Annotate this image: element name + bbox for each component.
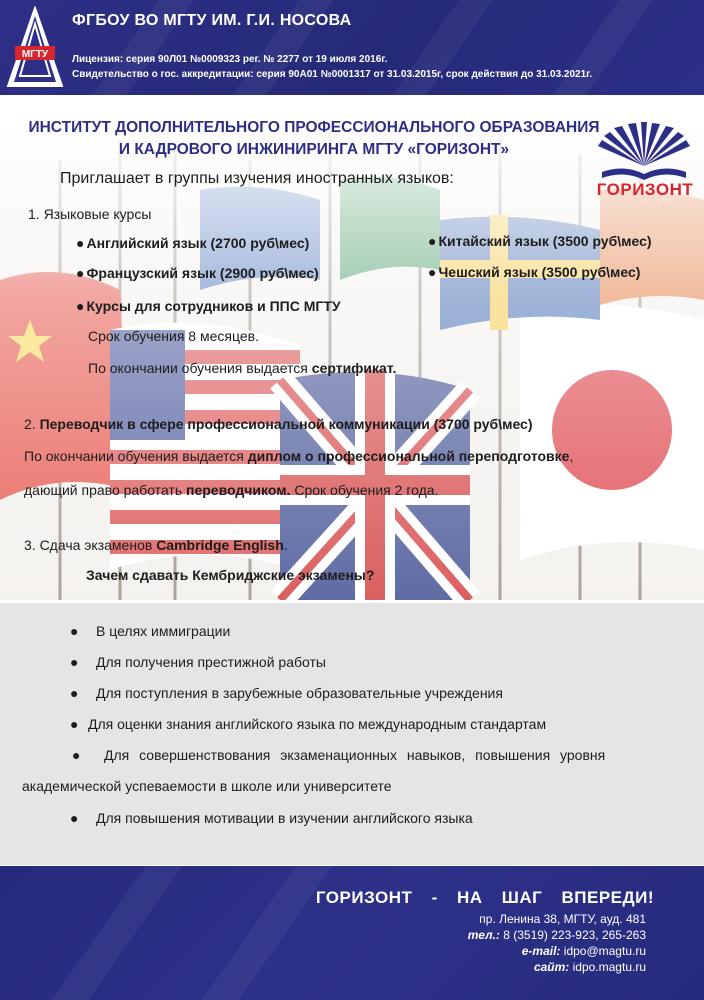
section2-diploma: По окончании обучения выдается диплом о профессиональной переподготовке, <box>24 448 574 464</box>
course-item-french: ● Французский язык (2900 руб\мес) <box>76 265 319 281</box>
course-item-czech: ● Чешский язык (3500 руб\мес) <box>428 264 641 280</box>
section2-title: 2. Переводчик в сфере профессиональной коммуникации (3700 руб\мес) <box>24 416 533 432</box>
course-item-chinese: ● Китайский язык (3500 руб\мес) <box>428 233 652 249</box>
reason-item: ● Для получения престижной работы <box>70 654 326 670</box>
institute-title-line1: ИНСТИТУТ ДОПОЛНИТЕЛЬНОГО ПРОФЕССИОНАЛЬНОГО ОБРАЗОВАНИЯ <box>28 119 600 136</box>
reason-item: ● Для оценки знания английского языка по международным стандартам <box>70 716 547 732</box>
reason-item: ● Для совершенствования экзаменационных навыков, повышения уровня <box>72 747 606 763</box>
institute-title-line2: И КАДРОВОГО ИНЖИНИРИНГА МГТУ «ГОРИЗОНТ» <box>118 141 510 158</box>
footer-slogan: ГОРИЗОНТ - НА ШАГ ВПЕРЕДИ! <box>315 888 654 907</box>
license-text: Лицензия: серия 90Л01 №0009323 рег. № 2277 от 19 июля 2016г. <box>72 54 388 65</box>
course-item-staff: ● Курсы для сотрудников и ППС МГТУ <box>76 298 341 314</box>
mgtu-logo-icon <box>6 6 64 88</box>
footer-email[interactable]: e-mail: idpo@magtu.ru <box>521 944 646 958</box>
course-item-english: ● Английский язык (2700 руб\мес) <box>76 235 310 251</box>
org-title: ФГБОУ ВО МГТУ ИМ. Г.И. НОСОВА <box>72 12 352 29</box>
gorizont-brand: ГОРИЗОНТ <box>596 180 694 199</box>
section2-duration: дающий право работать переводчиком. Срок обучения 2 года. <box>24 482 439 498</box>
footer-site[interactable]: сайт: idpo.magtu.ru <box>533 960 646 974</box>
reason-item-continuation: академической успеваемости в школе или университете <box>22 778 392 794</box>
section3-question: Зачем сдавать Кембриджские экзамены? <box>86 567 375 583</box>
course-result: По окончании обучения выдается сертификат. <box>88 360 397 376</box>
section3-title: 3. Сдача экзаменов Cambridge English. <box>24 537 288 553</box>
section1-title: 1. Языковые курсы <box>28 206 152 222</box>
certificate-text: Свидетельство о гос. аккредитации: серия 90А01 №0001317 от 31.03.2015г, срок действия до 31.03.2021г. <box>72 69 593 80</box>
footer-address: пр. Ленина 38, МГТУ, ауд. 481 <box>479 912 646 926</box>
reason-item: ● В целях иммиграции <box>70 623 231 639</box>
invite-text: Приглашает в группы изучения иностранных языков: <box>60 170 454 187</box>
reason-item: ● Для поступления в зарубежные образовательные учреждения <box>70 685 503 701</box>
header-banner <box>0 0 704 95</box>
course-duration: Срок обучения 8 месяцев. <box>88 328 259 344</box>
footer-phone: тел.: 8 (3519) 223-923, 265-263 <box>467 928 646 942</box>
svg-text:МГТУ: МГТУ <box>21 49 49 60</box>
footer-banner <box>0 866 704 1000</box>
reason-item: ● Для повышения мотивации в изучении английского языка <box>70 810 473 826</box>
